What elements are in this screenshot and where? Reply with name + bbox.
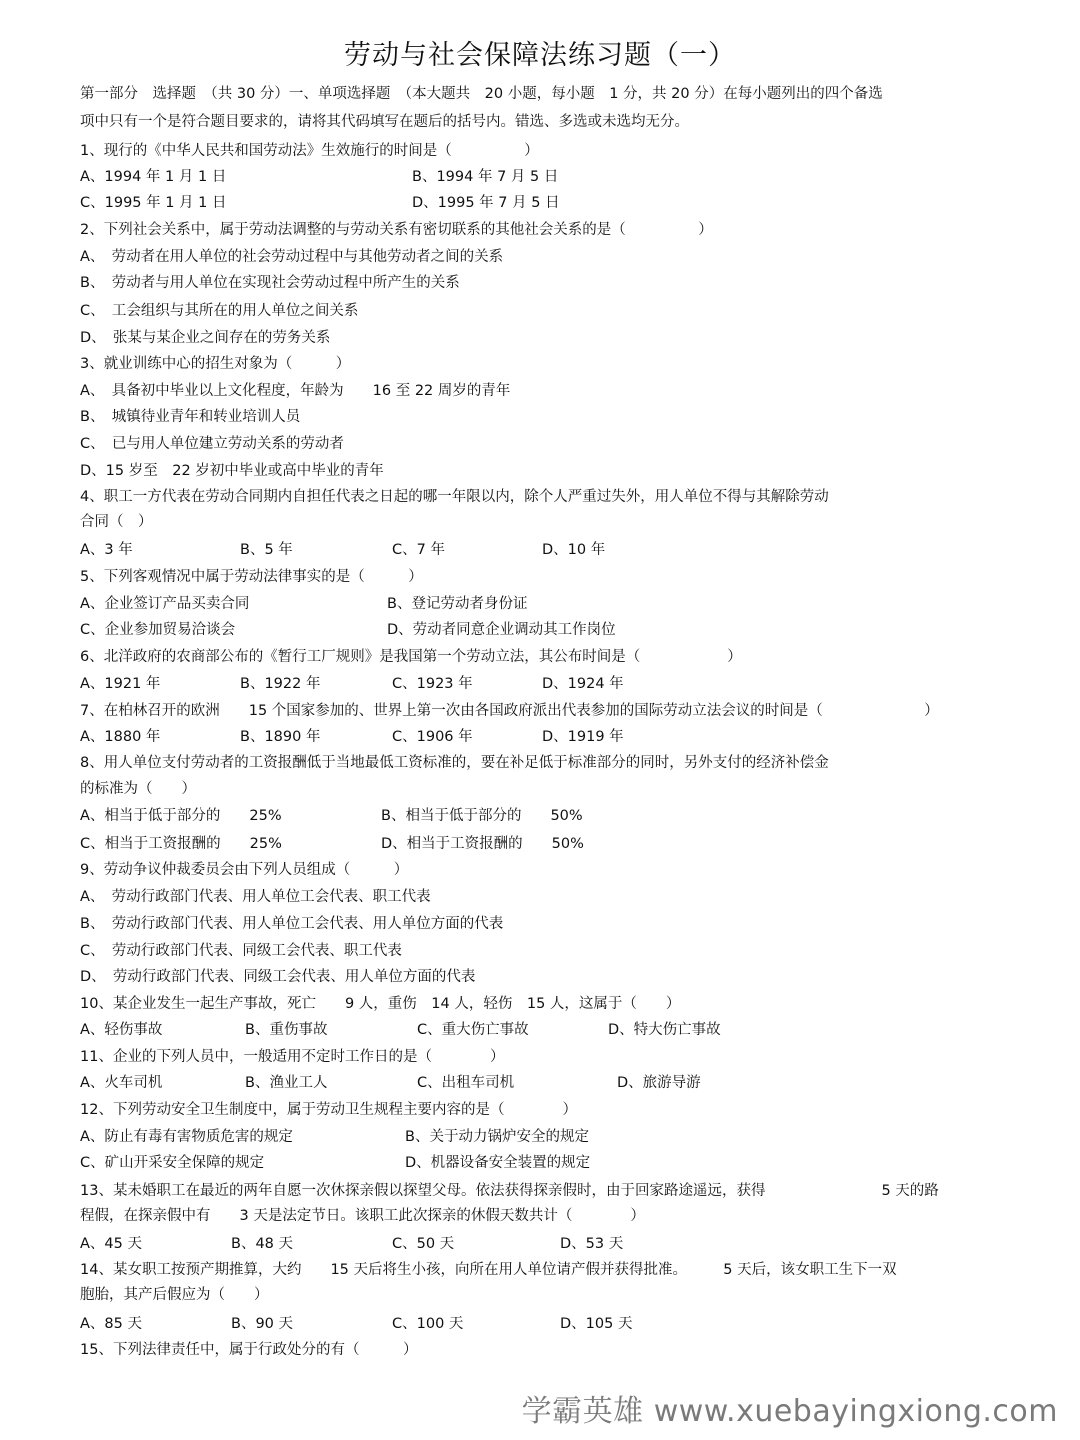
question-12-option-b: B、关于动力锅炉安全的规定 [405, 1129, 589, 1145]
question-6-stem: 6、北洋政府的农商部公布的《暂行工厂规则》是我国第一个劳动立法，其公布时间是（ ） [80, 649, 742, 665]
intro-line-1: 第一部分 选择题 （共 30 分）一、单项选择题 （本大题共 20 小题，每小题 1 分，共 20 分）在每小题列出的四个备选 [80, 86, 883, 102]
question-4-stem-line-2: 合同（ ） [80, 514, 153, 530]
question-13-stem-line-1: 13、某未婚职工在最近的两年自愿一次休探亲假以探望父母。依法获得探亲假时，由于回家路途遥远，获得 5 天的路 [80, 1183, 939, 1199]
question-7-stem: 7、在柏林召开的欧洲 15 个国家参加的、世界上第一次由各国政府派出代表参加的国际劳动立法会议的时间是（ ） [80, 703, 939, 719]
question-10-option-a: A、轻伤事故 [80, 1022, 163, 1038]
question-4-stem-line-1: 4、职工一方代表在劳动合同期内自担任代表之日起的哪一年限以内，除个人严重过失外，用人单位不得与其解除劳动 [80, 489, 829, 505]
question-2-stem: 2、下列社会关系中，属于劳动法调整的与劳动关系有密切联系的其他社会关系的是（ ） [80, 222, 713, 238]
question-1-option-b: B、1994 年 7 月 5 日 [412, 169, 559, 185]
question-7-option-b: B、1890 年 [240, 729, 321, 745]
question-6-option-d: D、1924 年 [542, 676, 624, 692]
question-13-option-c: C、50 天 [392, 1236, 455, 1252]
question-10-option-c: C、重大伤亡事故 [417, 1022, 529, 1038]
question-9-option-b: B、 劳动行政部门代表、用人单位工会代表、用人单位方面的代表 [80, 916, 504, 932]
question-4-option-c: C、7 年 [392, 542, 445, 558]
question-12-option-d: D、机器设备安全装置的规定 [405, 1155, 591, 1171]
question-14-option-a: A、85 天 [80, 1316, 142, 1332]
question-6-option-a: A、1921 年 [80, 676, 161, 692]
question-1-option-a: A、1994 年 1 月 1 日 [80, 169, 227, 185]
question-1-option-c: C、1995 年 1 月 1 日 [80, 195, 227, 211]
question-8-stem-line-1: 8、用人单位支付劳动者的工资报酬低于当地最低工资标准的，要在补足低于标准部分的同时，另外支付的经济补偿金 [80, 755, 829, 771]
question-7-option-c: C、1906 年 [392, 729, 473, 745]
question-1-stem: 1、现行的《中华人民共和国劳动法》生效施行的时间是（ ） [80, 143, 539, 159]
question-11-stem: 11、企业的下列人员中，一般适用不定时工作日的是（ ） [80, 1049, 505, 1065]
question-5-option-a: A、企业签订产品买卖合同 [80, 596, 250, 612]
question-5-option-b: B、登记劳动者身份证 [387, 596, 528, 612]
question-14-option-c: C、100 天 [392, 1316, 464, 1332]
question-13-option-d: D、53 天 [560, 1236, 624, 1252]
question-2-option-d: D、 张某与某企业之间存在的劳务关系 [80, 330, 331, 346]
question-9-option-c: C、 劳动行政部门代表、同级工会代表、职工代表 [80, 943, 402, 959]
question-6-option-b: B、1922 年 [240, 676, 321, 692]
question-3-option-b: B、 城镇待业青年和转业培训人员 [80, 409, 301, 425]
question-4-option-b: B、5 年 [240, 542, 293, 558]
question-11-option-d: D、旅游导游 [617, 1075, 701, 1091]
question-8-option-b: B、相当于低于部分的 50% [381, 808, 583, 824]
question-13-stem-line-2: 程假，在探亲假中有 3 天是法定节日。该职工此次探亲的休假天数共计（ ） [80, 1208, 645, 1224]
question-10-stem: 10、某企业发生一起生产事故，死亡 9 人，重伤 14 人，轻伤 15 人，这属于（ ） [80, 996, 681, 1012]
question-5-stem: 5、下列客观情况中属于劳动法律事实的是（ ） [80, 569, 423, 585]
question-1-option-d: D、1995 年 7 月 5 日 [412, 195, 560, 211]
question-4-option-d: D、10 年 [542, 542, 606, 558]
site-watermark: 学霸英雄 www.xuebayingxiong.com [521, 1394, 1058, 1429]
question-8-option-c: C、相当于工资报酬的 25% [80, 836, 282, 852]
question-9-option-a: A、 劳动行政部门代表、用人单位工会代表、职工代表 [80, 889, 431, 905]
question-12-stem: 12、下列劳动安全卫生制度中，属于劳动卫生规程主要内容的是（ ） [80, 1102, 577, 1118]
question-10-option-d: D、特大伤亡事故 [608, 1022, 721, 1038]
page-title: 劳动与社会保障法练习题（一） [344, 40, 736, 71]
question-10-option-b: B、重伤事故 [245, 1022, 328, 1038]
question-9-option-d: D、 劳动行政部门代表、同级工会代表、用人单位方面的代表 [80, 969, 476, 985]
question-14-option-b: B、90 天 [231, 1316, 294, 1332]
question-6-option-c: C、1923 年 [392, 676, 473, 692]
question-8-option-a: A、相当于低于部分的 25% [80, 808, 282, 824]
question-7-option-d: D、1919 年 [542, 729, 624, 745]
question-14-stem-line-1: 14、某女职工按预产期推算，大约 15 天后将生小孩，向所在用人单位请产假并获得批准。 5 天后，该女职工生下一双 [80, 1262, 897, 1278]
question-3-option-a: A、 具备初中毕业以上文化程度，年龄为 16 至 22 周岁的青年 [80, 383, 511, 399]
question-5-option-c: C、企业参加贸易洽谈会 [80, 622, 236, 638]
question-8-stem-line-2: 的标准为（ ） [80, 781, 196, 797]
question-11-option-b: B、渔业工人 [245, 1075, 328, 1091]
question-2-option-a: A、 劳动者在用人单位的社会劳动过程中与其他劳动者之间的关系 [80, 249, 504, 265]
question-8-option-d: D、相当于工资报酬的 50% [381, 836, 584, 852]
question-13-option-a: A、45 天 [80, 1236, 142, 1252]
question-14-option-d: D、105 天 [560, 1316, 633, 1332]
question-7-option-a: A、1880 年 [80, 729, 161, 745]
question-14-stem-line-2: 胞胎，其产后假应为（ ） [80, 1287, 269, 1303]
question-12-option-c: C、矿山开采安全保障的规定 [80, 1155, 265, 1171]
question-9-stem: 9、劳动争议仲裁委员会由下列人员组成（ ） [80, 862, 409, 878]
question-15-stem: 15、下列法律责任中，属于行政处分的有（ ） [80, 1342, 418, 1358]
question-3-stem: 3、就业训练中心的招生对象为（ ） [80, 356, 351, 372]
question-5-option-d: D、劳动者同意企业调动其工作岗位 [387, 622, 616, 638]
question-11-option-c: C、出租车司机 [417, 1075, 515, 1091]
question-3-option-c: C、 已与用人单位建立劳动关系的劳动者 [80, 436, 344, 452]
question-12-option-a: A、防止有毒有害物质危害的规定 [80, 1129, 293, 1145]
question-4-option-a: A、3 年 [80, 542, 133, 558]
question-11-option-a: A、火车司机 [80, 1075, 163, 1091]
question-2-option-b: B、 劳动者与用人单位在实现社会劳动过程中所产生的关系 [80, 275, 460, 291]
question-3-option-d: D、15 岁至 22 岁初中毕业或高中毕业的青年 [80, 463, 384, 479]
question-2-option-c: C、 工会组织与其所在的用人单位之间关系 [80, 303, 359, 319]
intro-line-2: 项中只有一个是符合题目要求的，请将其代码填写在题后的括号内。错选、多选或未选均无分。 [80, 114, 689, 130]
question-13-option-b: B、48 天 [231, 1236, 294, 1252]
